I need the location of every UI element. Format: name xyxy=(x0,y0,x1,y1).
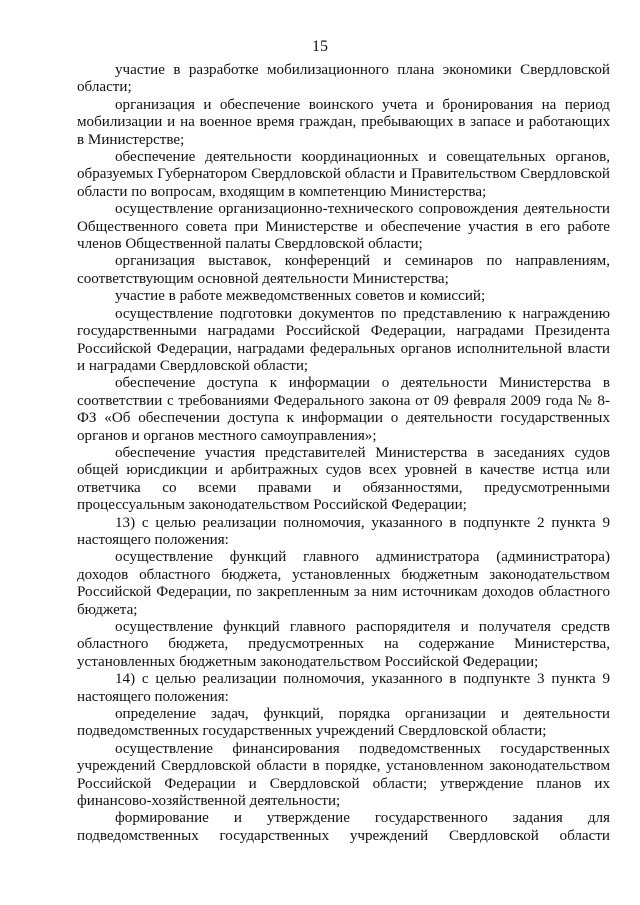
paragraph: обеспечение деятельности координационных и совещательных органов, образуемых Губернатором Свердловской области и Правительством Свердловской области по вопросам, входящим в компетенцию Министерства; xyxy=(77,149,610,200)
paragraph: обеспечение участия представителей Министерства в заседаниях судов общей юрисдикции и арбитражных судов всех уровней в качестве истца или ответчика со всеми правами и обязанностями, предусмотренными процессуальным законодательством Российской Федерации; xyxy=(77,444,610,514)
paragraph: осуществление функций главного администратора (администратора) доходов областного бюджета, установленных бюджетным законодательством Российской Федерации, по закрепленным за ним источникам доходов областного бюджета; xyxy=(77,549,610,618)
paragraph: осуществление финансирования подведомственных государственных учреждений Свердловской области в порядке, установленном законодательством Российской Федерации и Свердловской области; утверждение планов их финансово-хозяйственной деятельности; xyxy=(77,740,610,810)
paragraph: 13) с целью реализации полномочия, указанного в подпункте 2 пункта 9 настоящего положения: xyxy=(77,514,610,548)
paragraph: осуществление функций главного распорядителя и получателя средств областного бюджета, предусмотренных на содержание Министерства, установленных бюджетным законодательством Российской Федерации; xyxy=(77,619,610,670)
paragraph: осуществление организационно-технического сопровождения деятельности Общественного совета при Министерстве и обеспечение участия в его работе членов Общественной палаты Свердловской области; xyxy=(77,201,610,253)
paragraph: участие в разработке мобилизационного плана экономики Свердловской области; xyxy=(77,62,610,96)
paragraph: участие в работе межведомственных советов и комиссий; xyxy=(115,288,486,305)
paragraph: формирование и утверждение государственного задания для подведомственных государственных учреждений Свердловской области xyxy=(77,810,610,844)
paragraph: 14) с целью реализации полномочия, указанного в подпункте 3 пункта 9 настоящего положения: xyxy=(77,671,610,705)
paragraph: определение задач, функций, порядка организации и деятельности подведомственных государственных учреждений Свердловской области; xyxy=(77,706,610,740)
page-number: 15 xyxy=(312,38,328,55)
paragraph: организация и обеспечение воинского учета и бронирования на период мобилизации и на военное время граждан, пребывающих в запасе и работающих в Министерстве; xyxy=(77,96,610,148)
paragraph: обеспечение доступа к информации о деятельности Министерства в соответствии с требованиями Федерального закона от 09 февраля 2009 года № 8-ФЗ «Об обеспечении доступа к информации о деятельности государственных органов и органов местного самоуправления»; xyxy=(77,375,610,444)
document-body xyxy=(77,62,610,845)
paragraph: осуществление подготовки документов по представлению к награждению государственными наградами Российской Федерации, наградами Президента Российской Федерации, наградами федеральных органов исполнительной власти и наградами Свердловской области; xyxy=(77,305,610,374)
paragraph: организация выставок, конференций и семинаров по направлениям, соответствующим основной деятельности Министерства; xyxy=(77,253,610,287)
